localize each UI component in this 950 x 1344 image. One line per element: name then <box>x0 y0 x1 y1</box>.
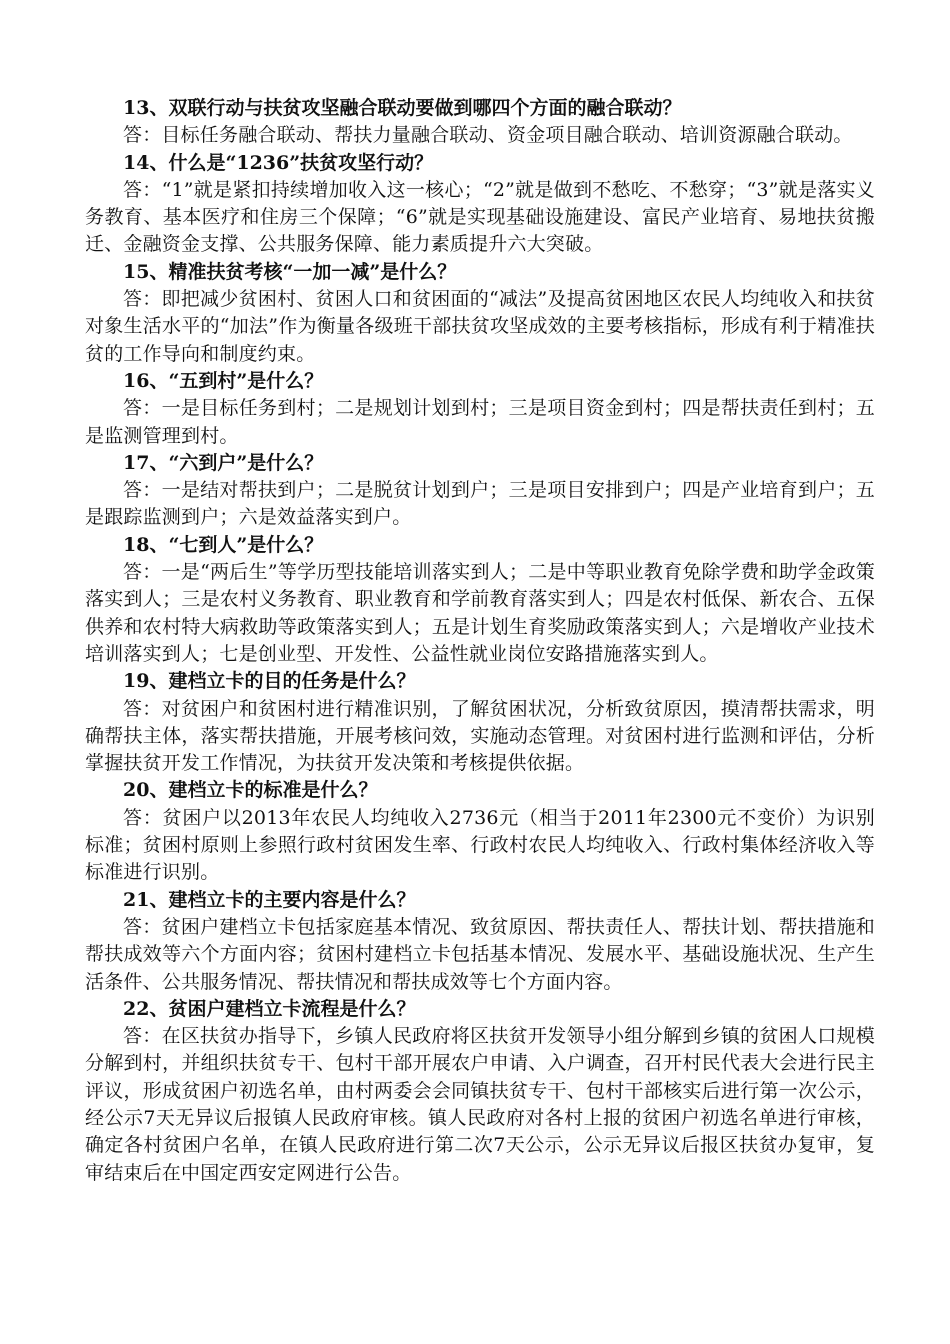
answer-text: 答：“1”就是紧扣持续增加收入这一核心；“2”就是做到不愁吃、不愁穿；“3”就是落实义务教育、基本医疗和住房三个保障；“6”就是实现基础设施建设、富民产业培育、易地扶贫搬迁、金融资金支撑、公共服务保障、能力素质提升六大突破。 <box>85 178 875 256</box>
question-heading: 20、建档立卡的标准是什么？ <box>123 779 378 802</box>
answer-text: 答：目标任务融合联动、帮扶力量融合联动、资金项目融合联动、培训资源融合联动。 <box>123 124 853 147</box>
answer-text: 答：一是“两后生”等学历型技能培训落实到人；二是中等职业教育免除学费和助学金政策落实到人；三是农村义务教育、职业教育和学前教育落实到人；四是农村低保、新农合、五保供养和农村特大病救助等政策落实到人；五是计划生育奖励政策落实到人；六是增收产业技术培训落实到人；七是创业型、开发性、公益性就业岗位安路措施落实到人。 <box>85 561 875 665</box>
qa-item-22 <box>85 996 875 1187</box>
qa-item-18 <box>85 532 875 668</box>
question-heading: 13、双联行动与扶贫攻坚融合联动要做到哪四个方面的融合联动？ <box>123 97 682 119</box>
question-heading: 14、什么是“1236”扶贫攻坚行动？ <box>123 151 434 174</box>
answer-text: 答：一是结对帮扶到户；二是脱贫计划到户；三是项目安排到户；四是产业培育到户；五是跟踪监测到户；六是效益落实到户。 <box>85 479 875 529</box>
answer-text: 答：一是目标任务到村；二是规划计划到村；三是项目资金到村；四是帮扶责任到村；五是监测管理到村。 <box>85 397 875 447</box>
qa-item-14 <box>85 150 875 259</box>
qa-item-21 <box>85 887 875 996</box>
answer-text: 答：在区扶贫办指导下，乡镇人民政府将区扶贫开发领导小组分解到乡镇的贫困人口规模分解到村，并组织扶贫专干、包村干部开展农户申请、入户调查，召开村民代表大会进行民主评议，形成贫困户初选名单，由村两委会会同镇扶贫专干、包村干部核实后进行第一次公示，经公示7天无异议后报镇人民政府审核。镇人民政府对各村上报的贫困户初选名单进行审核，确定各村贫困户名单，在镇人民政府进行第二次7天公示，公示无异议后报区扶贫办复审，复审结束后在中国定西安定网进行公告。 <box>85 1025 875 1184</box>
qa-item-16 <box>85 368 875 450</box>
qa-item-20 <box>85 777 875 886</box>
qa-item-17 <box>85 450 875 532</box>
question-heading: 22、贫困户建档立卡流程是什么？ <box>123 997 416 1020</box>
document-page <box>85 95 875 1187</box>
question-heading: 18、“七到人”是什么？ <box>123 533 324 556</box>
qa-item-13 <box>85 95 875 150</box>
answer-text: 答：对贫困户和贫困村进行精准识别，了解贫困状况，分析致贫原因，摸清帮扶需求，明确帮扶主体，落实帮扶措施，开展考核问效，实施动态管理。对贫困村进行监测和评估，分析掌握扶贫开发工作情况，为扶贫开发决策和考核提供依据。 <box>85 697 875 775</box>
question-heading: 16、“五到村”是什么？ <box>123 369 324 392</box>
qa-item-15 <box>85 259 875 368</box>
question-heading: 15、精准扶贫考核“一加一减”是什么？ <box>123 260 457 283</box>
question-heading: 21、建档立卡的主要内容是什么？ <box>123 888 416 911</box>
answer-text: 答：贫困户建档立卡包括家庭基本情况、致贫原因、帮扶责任人、帮扶计划、帮扶措施和帮扶成效等六个方面内容；贫困村建档立卡包括基本情况、发展水平、基础设施状况、生产生活条件、公共服务情况、帮扶情况和帮扶成效等七个方面内容。 <box>85 915 875 993</box>
answer-text: 答：即把减少贫困村、贫困人口和贫困面的“减法”及提高贫困地区农民人均纯收入和扶贫对象生活水平的“加法”作为衡量各级班干部扶贫攻坚成效的主要考核指标，形成有利于精准扶贫的工作导向和制度约束。 <box>85 288 875 365</box>
answer-text: 答：贫困户以2013年农民人均纯收入2736元（相当于2011年2300元不变价）为识别标准；贫困村原则上参照行政村贫困发生率、行政村农民人均纯收入、行政村集体经济收入等标准进行识别。 <box>85 806 875 884</box>
question-heading: 19、建档立卡的目的任务是什么？ <box>123 670 416 693</box>
qa-item-19 <box>85 668 875 777</box>
question-heading: 17、“六到户”是什么？ <box>123 451 324 474</box>
